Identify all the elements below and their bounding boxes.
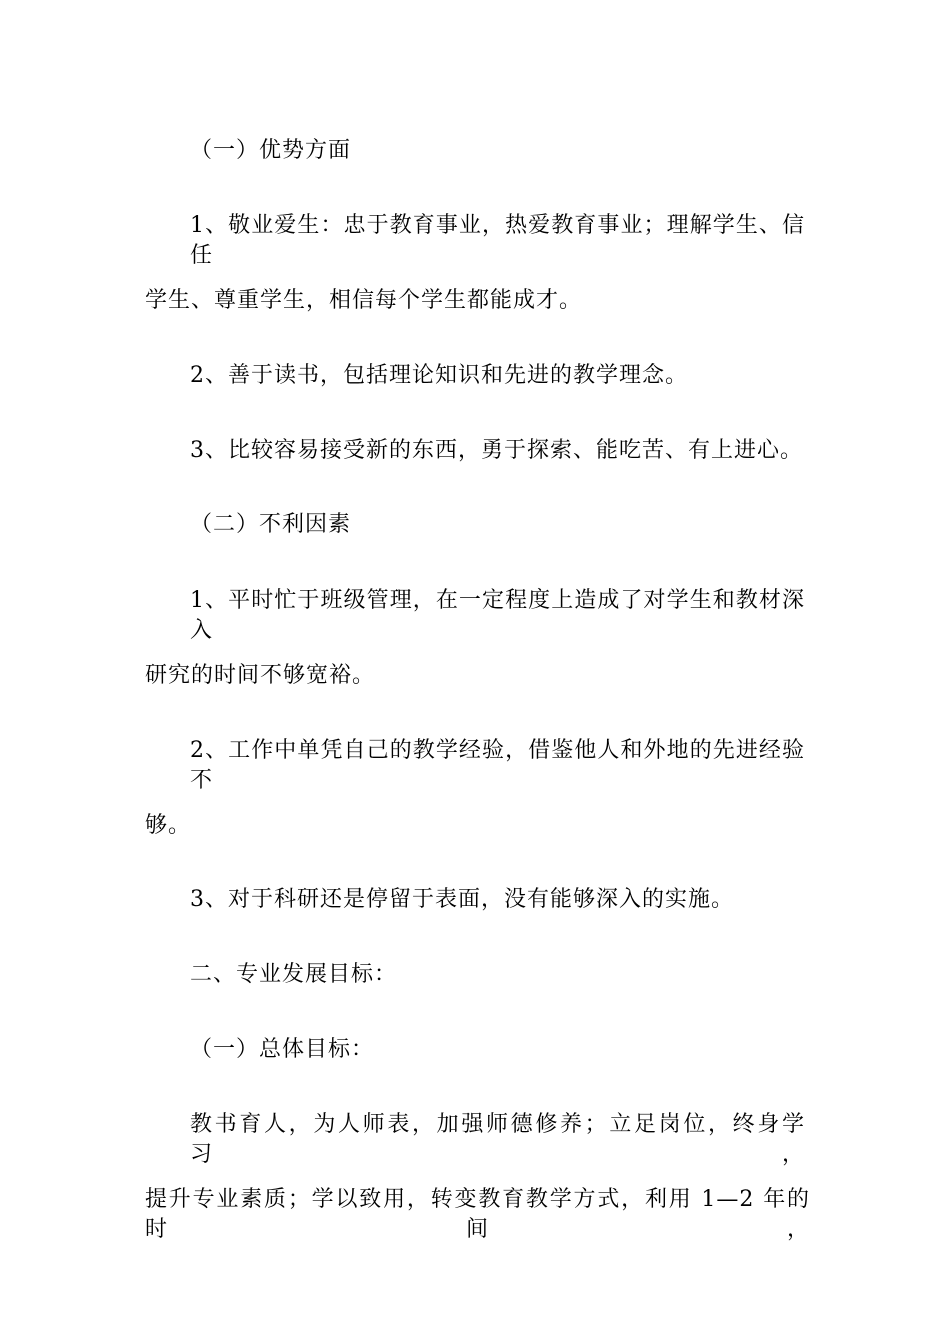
paragraph-line: 2、善于读书，包括理论知识和先进的教学理念。 <box>190 363 688 388</box>
paragraph-line: 够。 <box>145 813 192 838</box>
paragraph-line: 学生、尊重学生，相信每个学生都能成才。 <box>145 288 583 313</box>
paragraph-line: 2、工作中单凭自己的教学经验，借鉴他人和外地的先进经验不 <box>190 738 805 793</box>
paragraph-line: 1、平时忙于班级管理，在一定程度上造成了对学生和教材深入 <box>190 588 805 643</box>
paragraph-line: 提升专业素质；学以致用，转变教育教学方式，利用 1—2 年的时间， <box>145 1187 810 1242</box>
paragraph-line: 3、比较容易接受新的东西，勇于探索、能吃苦、有上进心。 <box>190 438 803 463</box>
paragraph-line: 教书育人，为人师表，加强师德修养；立足岗位，终身学习， <box>190 1112 805 1167</box>
paragraph-line: 研究的时间不够宽裕。 <box>145 663 376 688</box>
heading-development-goals: 二、专业发展目标： <box>190 962 398 987</box>
paragraph-line: 1、敬业爱生：忠于教育事业，热爱教育事业；理解学生、信任 <box>190 213 805 268</box>
heading-advantages: （一）优势方面 <box>190 138 352 163</box>
paragraph-line: 3、对于科研还是停留于表面，没有能够深入的实施。 <box>190 887 734 912</box>
heading-overall-goal: （一）总体目标： <box>190 1037 375 1062</box>
heading-disadvantages: （二）不利因素 <box>190 512 352 537</box>
